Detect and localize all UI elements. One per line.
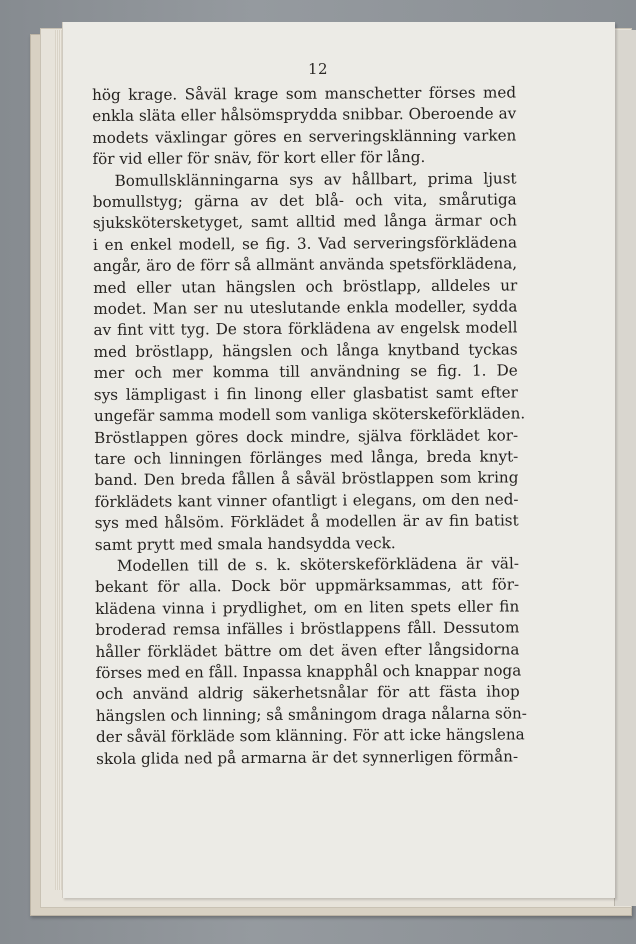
text-line: sjukskötersketyget, samt alltid med långa ärmar och xyxy=(92,211,517,233)
text-line: av fint vitt tyg. De stora förklädena av engelsk modell xyxy=(93,318,518,340)
text-line: mer och mer komma till användning se fig. 1. De xyxy=(93,361,518,383)
text-line: Bomullsklänningarna sys av hållbart, prima ljust xyxy=(114,169,517,190)
text-line: ungefär samma modell som vanliga sköterskeförkläden. xyxy=(93,404,526,426)
text-line: der såväl förkläde som klänning. För att icke hängslena xyxy=(95,725,525,747)
text-line: angår, äro de förr så allmänt använda spetsförklädena, xyxy=(93,254,518,276)
text-line: bekant för alla. Dock bör uppmärksammas, att för- xyxy=(95,575,520,597)
text-line: och använd aldrig säkerhetsnålar för att fästa ihop xyxy=(95,682,520,704)
text-line: modet. Man ser nu uteslutande enkla modeller, sydda xyxy=(93,297,518,319)
text-line: hög krage. Såväl krage som manschetter förses med xyxy=(92,83,517,104)
body-text xyxy=(92,82,527,770)
text-line: håller förklädet bättre om det även efter långsidorna xyxy=(95,639,520,661)
text-line: hängslen och linning; så småningom draga nålarna sön- xyxy=(95,704,527,725)
facing-page-edge xyxy=(614,30,636,906)
paragraph-1 xyxy=(92,82,517,170)
text-line: sys lämpligast i fin linong eller glasbatist samt efter xyxy=(93,383,518,404)
text-line: tare och linningen förlänges med långa, breda knyt- xyxy=(94,447,519,468)
text-line: med bröstlapp, hängslen och långa knytband tyckas xyxy=(93,340,518,361)
text-line: enkla släta eller hålsömsprydda snibbar. Oberoende av xyxy=(92,104,517,126)
text-line: band. Den breda fållen å såväl bröstlappen som kring xyxy=(94,468,519,490)
text-line: i en enkel modell, se fig. 3. Vad serveringsförklädena xyxy=(92,233,518,254)
paragraph-2 xyxy=(92,168,526,556)
text-line: klädena vinna i prydlighet, om en liten spets eller fin xyxy=(95,597,520,618)
text-line: förklädets kant vinner ofantligt i elegans, om den ned- xyxy=(94,490,519,511)
text-line: broderad remsa infälles i bröstlappens fåll. Dessutom xyxy=(95,618,520,640)
text-line: för vid eller för snäv, för kort eller för lång. xyxy=(92,148,426,169)
text-line: skola glida ned på armarna är det synnerligen förmån- xyxy=(96,747,519,768)
text-line: Modellen till de s. k. sköterskeförklädena är väl- xyxy=(116,554,519,575)
text-line: förses med en fåll. Inpassa knapphål och knappar noga xyxy=(95,661,522,682)
text-line: bomullstyg; gärna av det blå- och vita, smårutiga xyxy=(92,190,517,212)
page-number: 12 xyxy=(307,60,329,78)
text-line: med eller utan hängslen och bröstlapp, alldeles ur xyxy=(93,276,518,297)
text-line: modets växlingar göres en serveringsklänning varken xyxy=(92,126,517,147)
paragraph-3 xyxy=(95,553,527,770)
text-line: samt prytt med smala handsydda veck. xyxy=(94,533,396,554)
text-line: sys med hålsöm. Förklädet å modellen är av fin batist xyxy=(94,511,519,533)
text-line: Bröstlappen göres dock mindre, själva förklädet kor- xyxy=(94,425,519,447)
